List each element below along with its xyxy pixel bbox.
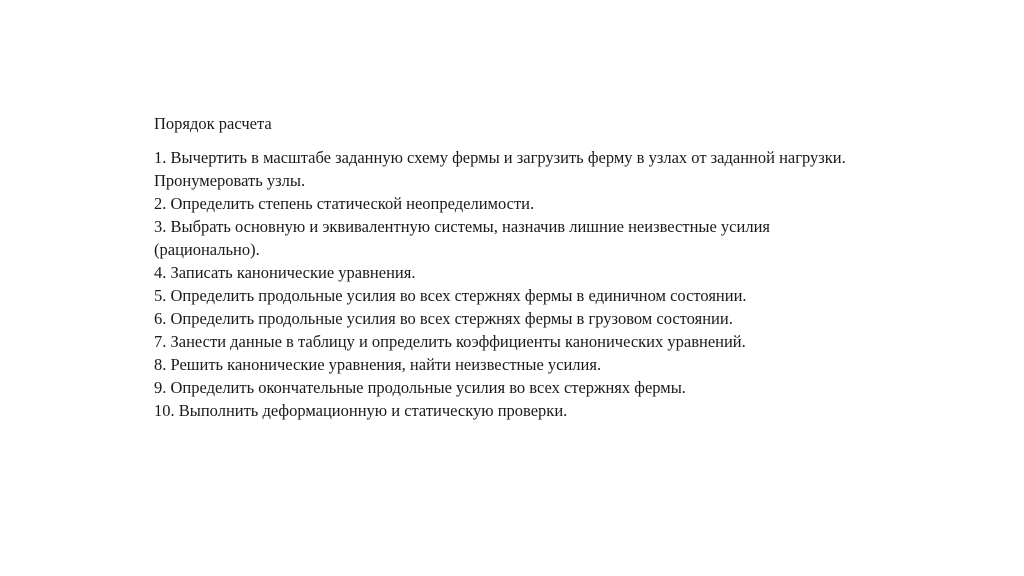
list-item: 3. Выбрать основную и эквивалентную системы, назначив лишние неизвестные усилия (рационально). bbox=[154, 217, 770, 259]
list-item: 9. Определить окончательные продольные усилия во всех стержнях фермы. bbox=[154, 378, 686, 397]
list-item: 10. Выполнить деформационную и статическую проверки. bbox=[154, 401, 568, 420]
list-item: 2. Определить степень статической неопределимости. bbox=[154, 194, 535, 213]
list-item: 4. Записать канонические уравнения. bbox=[154, 263, 416, 282]
content-block bbox=[154, 113, 874, 422]
steps-list bbox=[154, 146, 874, 422]
list-item: 7. Занести данные в таблицу и определить коэффициенты канонических уравнений. bbox=[154, 332, 746, 351]
list-item: 6. Определить продольные усилия во всех стержнях фермы в грузовом состоянии. bbox=[154, 309, 733, 328]
list-item: 5. Определить продольные усилия во всех стержнях фермы в единичном состоянии. bbox=[154, 286, 747, 305]
list-item: 1. Вычертить в масштабе заданную схему фермы и загрузить ферму в узлах от заданной нагрузки. Пронумеровать узлы. bbox=[154, 148, 846, 190]
list-item: 8. Решить канонические уравнения, найти неизвестные усилия. bbox=[154, 355, 602, 374]
page-title: Порядок расчета bbox=[154, 114, 272, 133]
